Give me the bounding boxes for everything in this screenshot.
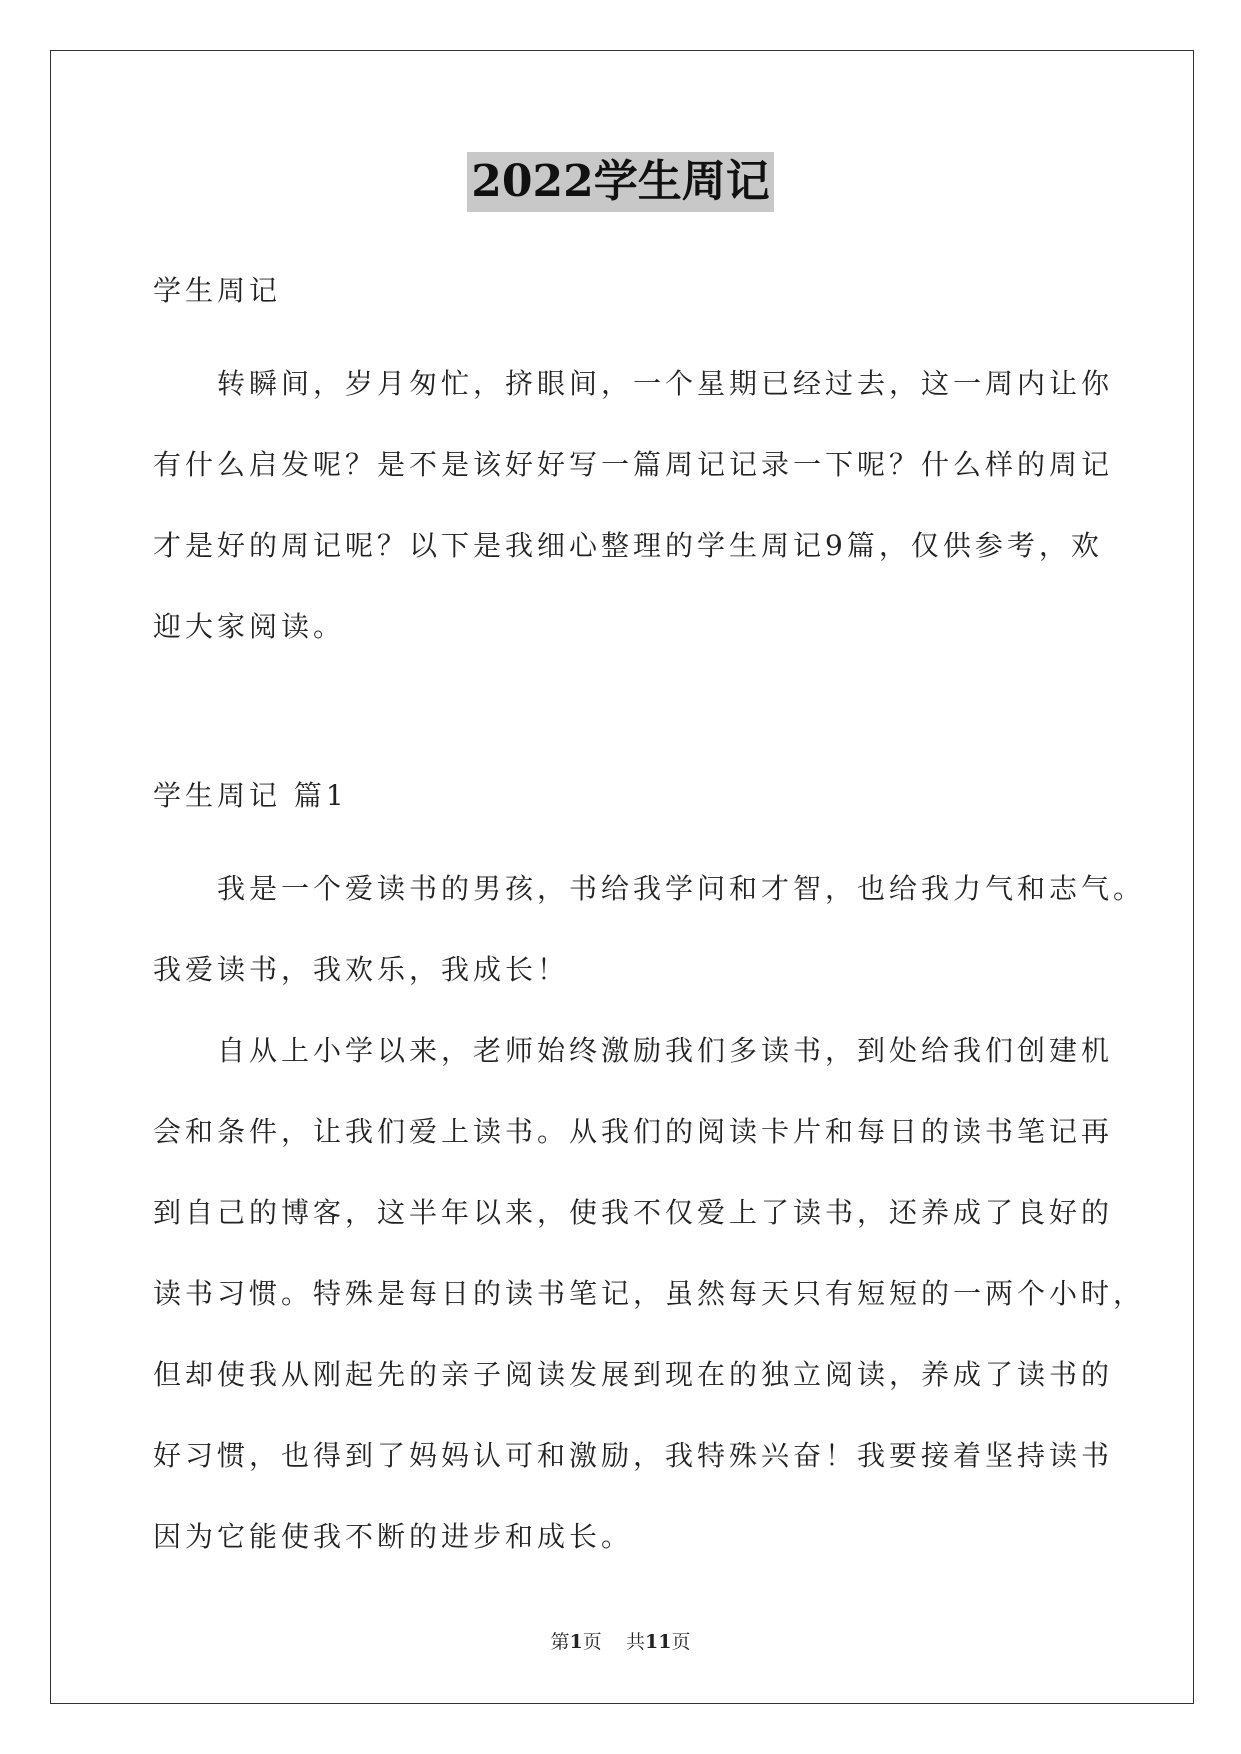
paragraph-line: 自从上小学以来，老师始终激励我们多读书，到处给我们创建机 (217, 1034, 1114, 1067)
paragraph-line: 读书习惯。特殊是每日的读书笔记，虽然每天只有短短的一两个小时， (153, 1277, 1146, 1310)
section-label: 学生周记 篇1 (153, 779, 348, 812)
footer-total-suffix: 页 (671, 1631, 691, 1653)
footer-page-number: 1 (569, 1631, 583, 1653)
paragraph-line: 我爱读书，我欢乐，我成长！ (153, 953, 570, 986)
spacer (153, 825, 1093, 848)
paragraph-line: 我是一个爱读书的男孩，书给我学问和才智，也给我力气和志气。 (217, 872, 1146, 905)
document-body (153, 262, 1146, 1577)
spacer (153, 667, 1093, 767)
section-paragraph-2 (153, 1010, 1146, 1577)
footer-total-pages: 11 (644, 1631, 672, 1653)
section-paragraph-1 (153, 848, 1146, 1010)
paragraph-line: 但却使我从刚起先的亲子阅读发展到现在的独立阅读，养成了读书的 (153, 1358, 1114, 1391)
spacer (153, 320, 1093, 343)
paragraph-line: 会和条件，让我们爱上读书。从我们的阅读卡片和每日的读书笔记再 (153, 1115, 1114, 1148)
paragraph-line: 到自己的博客，这半年以来，使我不仅爱上了读书，还养成了良好的 (153, 1196, 1114, 1229)
title-container (0, 152, 1241, 212)
paragraph-line: 转瞬间，岁月匆忙，挤眼间，一个星期已经过去，这一周内让你 (217, 367, 1114, 400)
footer-total-prefix: 共 (625, 1631, 645, 1653)
page-footer (0, 1627, 1241, 1654)
paragraph-line: 因为它能使我不断的进步和成长。 (153, 1520, 634, 1553)
paragraph-line: 好习惯，也得到了妈妈认可和激励，我特殊兴奋！我要接着坚持读书 (153, 1439, 1114, 1472)
document-title: 2022学生周记 (467, 152, 773, 212)
paragraph-line: 迎大家阅读。 (153, 610, 346, 643)
paragraph-line: 才是好的周记呢？以下是我细心整理的学生周记9篇，仅供参考，欢 (153, 529, 1103, 562)
footer-page-suffix: 页 (582, 1631, 602, 1653)
intro-label: 学生周记 (153, 274, 282, 307)
paragraph-line: 有什么启发呢？是不是该好好写一篇周记记录一下呢？什么样的周记 (153, 448, 1114, 481)
intro-paragraph (153, 343, 1114, 667)
footer-prefix: 第 (550, 1631, 570, 1653)
